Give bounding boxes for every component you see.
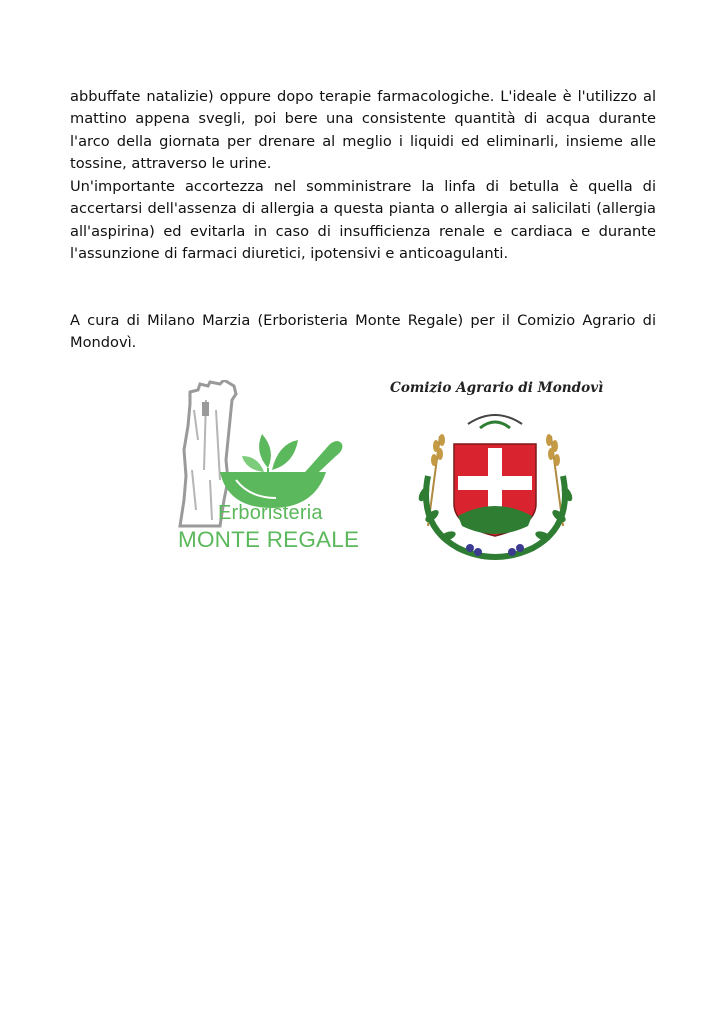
erboristeria-line2: MONTE REGALE xyxy=(178,527,360,552)
erboristeria-line1: Erboristeria xyxy=(218,502,323,524)
paragraph-text: abbuffate natalizie) oppure dopo terapie farmacologiche. L'ideale è l'utilizzo al mattino appena svegli, poi bere una consistente quantità di acqua durante l'arco della giornata per drenare al meglio i liquidi ed eliminarli, insieme alle tossine, attraverso le urine. xyxy=(70,88,656,173)
savoy-cross-crest-icon xyxy=(388,376,603,571)
comizio-title: Comizio Agrario di Mondovì xyxy=(390,380,604,396)
credit-text: A cura di Milano Marzia (Erboristeria Monte Regale) per il Comizio Agrario di Mondovì. xyxy=(70,312,656,352)
paragraph-text: Un'importante accortezza nel somministrare la linfa di betulla è quella di accertarsi dell'assenza di allergia a questa pianta o allergia ai salicilati (allergia all'aspirina) ed evitarla in caso di insufficienza renale e cardiaca e durante l'assunzione di farmaci diuretici, ipotensivi e anticoagulanti. xyxy=(70,178,656,263)
comizio-agrario-logo xyxy=(388,376,603,571)
paragraph-warning xyxy=(70,176,656,266)
erboristeria-logo xyxy=(176,380,360,555)
paragraph-intro xyxy=(70,86,656,176)
credit-line xyxy=(70,310,656,355)
